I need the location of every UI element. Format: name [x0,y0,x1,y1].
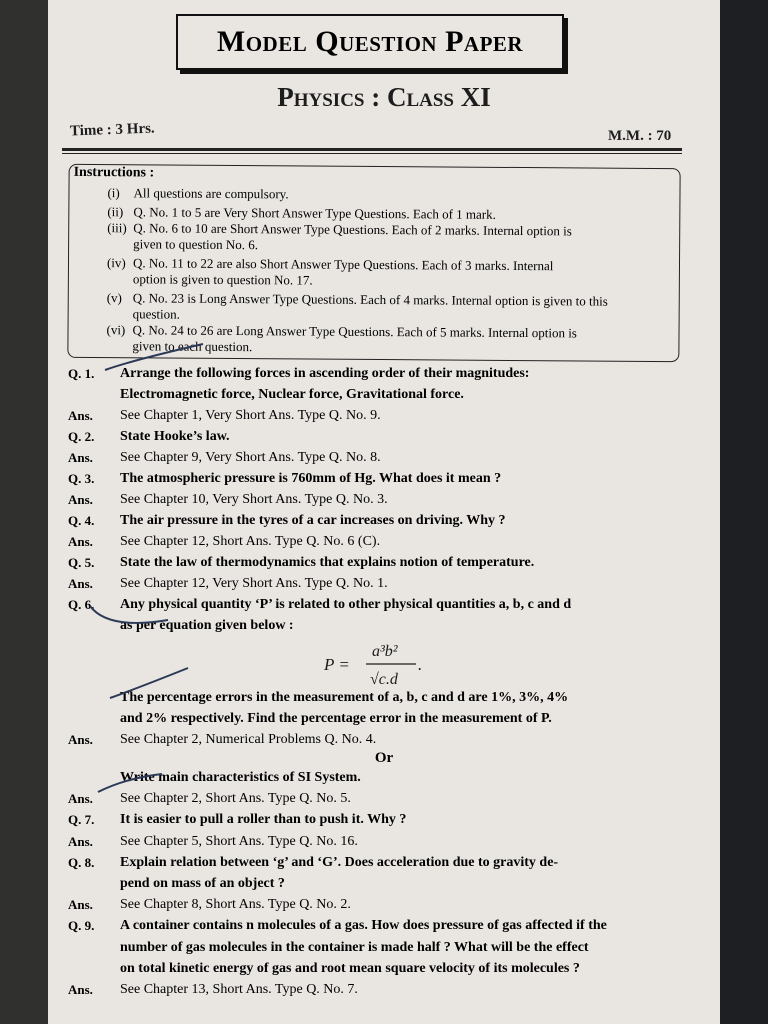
pen-tick-mark [96,770,166,800]
line-text: as per equation given below : [120,618,294,633]
answer-label: Ans. [68,450,93,465]
equation-graphic [320,632,460,692]
question-line [68,855,708,875]
question-line [68,555,708,575]
answer-line [68,492,708,512]
question-number: Q. 2. [68,429,95,444]
question-line [68,918,708,938]
line-text: Write main characteristics of SI System. [120,770,361,785]
answer-label: Ans. [68,897,93,913]
instruction-number: (iv) [106,255,126,271]
instruction-text: given to question No. 6. [133,236,259,253]
question-line [68,471,708,491]
question-line [68,940,708,960]
question-number: Q. 4. [68,513,95,528]
line-text: See Chapter 1, Very Short Ans. Type Q. No. 9. [120,408,381,423]
instruction-item [133,271,313,288]
equation-denominator: √c.d [370,671,398,688]
line-text: State the law of thermodynamics that explains notion of temperature. [120,555,535,570]
answer-line [68,408,708,428]
line-text: pend on mass of an object ? [120,876,285,891]
instructions-box [67,164,680,362]
question-number: Q. 6. [68,597,95,612]
line-text: See Chapter 2, Short Ans. Type Q. No. 5. [120,791,351,807]
pen-tick-mark [108,664,198,704]
question-line [68,513,708,533]
answer-line [68,897,708,917]
instruction-text: question. [132,306,181,322]
answer-label: Ans. [68,732,93,747]
question-number: Q. 8. [68,854,95,870]
line-text: Explain relation between ‘g’ and ‘G’. Does acceleration due to gravity de- [120,854,559,870]
line-text: Arrange the following forces in ascending order of their magnitudes: [120,366,530,381]
instruction-text: Q. No. 11 to 22 are also Short Answer Type Questions. Each of 3 marks. Internal [132,255,554,274]
answer-line [68,982,708,1002]
instruction-text: All questions are compulsory. [133,185,289,202]
instruction-number: (i) [107,185,120,201]
instruction-number: (iii) [107,220,127,236]
max-marks: M.M. : 70 [608,128,672,144]
line-text: Any physical quantity ‘P’ is related to other physical quantities a, b, c and d [120,597,572,612]
background-right [720,0,768,1024]
line-text: See Chapter 8, Short Ans. Type Q. No. 2. [120,897,351,913]
question-line [68,429,708,449]
instruction-number: (v) [106,290,122,306]
paper-title: Model Question Paper [176,14,564,70]
question-line [68,711,708,731]
answer-label: Ans. [68,576,93,591]
question-line [68,387,708,407]
pen-tick-mark [88,600,178,640]
answer-label: Ans. [68,833,93,849]
question-line [68,876,708,896]
question-line [68,812,708,832]
header-rule-thin [62,153,682,154]
paper-subtitle: Physics : Class XI [277,82,491,112]
line-text: See Chapter 2, Numerical Problems Q. No. 4. [120,732,377,747]
header-rule [62,148,682,151]
equation-numerator: a³b² [372,643,398,660]
question-line [68,961,708,981]
equation [320,632,460,692]
line-text: A container contains n molecules of a gas. How does pressure of gas affected if the [120,918,607,934]
instruction-text: Q. No. 6 to 10 are Short Answer Type Questions. Each of 2 marks. Internal option is [133,220,572,239]
instruction-item [107,185,288,202]
line-text: The atmospheric pressure is 760mm of Hg. What does it mean ? [120,471,502,486]
line-text: and 2% respectively. Find the percentage error in the measurement of P. [120,711,552,726]
line-text: See Chapter 12, Very Short Ans. Type Q. No. 1. [120,576,388,591]
line-text: The air pressure in the tyres of a car increases on driving. Why ? [120,513,506,528]
instruction-text: option is given to question No. 17. [132,271,313,288]
equation-lhs: P = [324,655,350,674]
answer-line [68,450,708,470]
answer-label: Ans. [68,534,93,549]
answer-line [68,576,708,596]
line-text: on total kinetic energy of gas and root mean square velocity of its molecules ? [120,960,580,976]
pen-tick-mark [103,340,223,380]
line-text: The percentage errors in the measurement of a, b, c and d are 1%, 3%, 4% [120,690,569,705]
instruction-text: given to each question. [132,338,253,355]
answer-line [68,534,708,554]
answer-label: Ans. [68,791,93,807]
instruction-number: (vi) [106,322,126,338]
line-text: See Chapter 9, Very Short Ans. Type Q. No. 8. [120,450,381,465]
instruction-item [133,236,258,253]
answer-label: Ans. [68,492,93,507]
answer-label: Ans. [68,982,93,997]
question-number: Q. 9. [68,918,95,934]
line-text: See Chapter 5, Short Ans. Type Q. No. 16. [120,833,358,849]
question-number: Q. 1. [68,366,95,381]
question-number: Q. 3. [68,471,95,486]
instructions-heading: Instructions : [73,164,155,181]
line-text: State Hooke’s law. [120,429,230,444]
answer-label: Ans. [68,408,93,423]
or-separator: Or [374,750,394,766]
instruction-text: Q. No. 23 is Long Answer Type Questions. Each of 4 marks. Internal option is given to this [132,290,608,309]
time-allowed: Time : 3 Hrs. [69,120,155,140]
line-text: See Chapter 12, Short Ans. Type Q. No. 6 (C). [120,534,381,549]
question-number: Q. 7. [68,812,95,828]
background-left [0,0,48,1024]
instruction-text: Q. No. 24 to 26 are Long Answer Type Questions. Each of 5 marks. Internal option is [132,322,577,341]
instruction-item [133,306,180,322]
answer-line [68,834,708,854]
question-paper-page [48,0,720,1024]
instruction-text: Q. No. 1 to 5 are Very Short Answer Type Questions. Each of 1 mark. [133,204,496,222]
answer-line [68,732,708,752]
question-number: Q. 5. [68,555,95,570]
line-text: See Chapter 13, Short Ans. Type Q. No. 7. [120,982,358,997]
instruction-item [107,290,608,309]
line-text: It is easier to pull a roller than to push it. Why ? [120,812,407,828]
line-text: number of gas molecules in the container is made half ? What will be the effect [120,939,589,955]
line-text: See Chapter 10, Very Short Ans. Type Q. No. 3. [120,492,388,507]
equation-tail: . [418,655,423,674]
instruction-number: (ii) [107,204,124,220]
line-text: Electromagnetic force, Nuclear force, Gravitational force. [120,387,464,402]
